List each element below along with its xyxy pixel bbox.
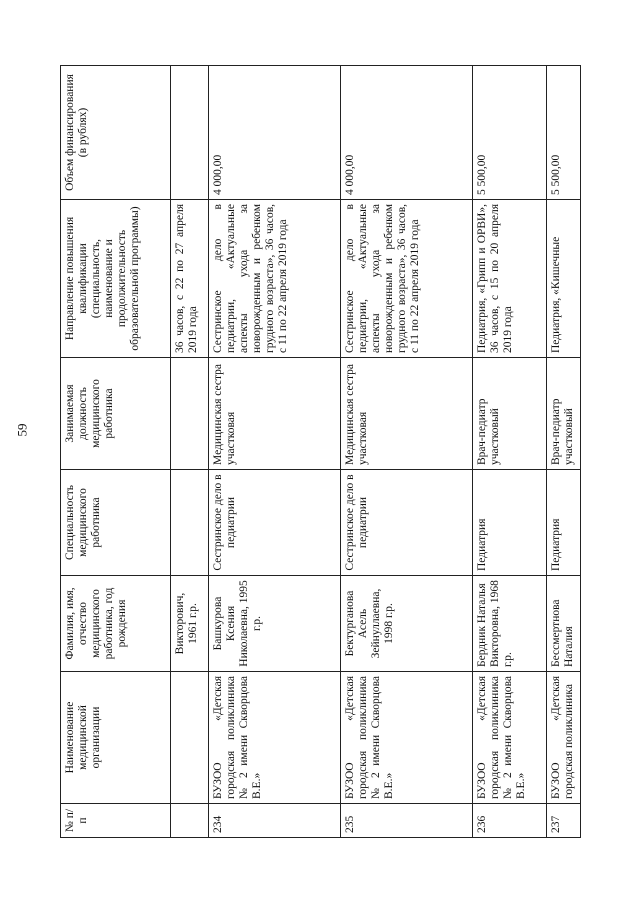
cell-organization: БУЗОО «Детская городская поликлиника [547,672,581,804]
cell-specialty: Педиатрия [473,470,547,576]
page-number: 59 [14,423,30,437]
cell-financing-amount: 4 000,00 [209,66,341,200]
cell-financing-amount: 5 500,00 [473,66,547,200]
cell-position: Врач-педиатр участковый [547,358,581,470]
cell-num: 235 [341,804,473,838]
header-organization: Наименование медицинской организации [61,672,171,804]
header-full-name: Фамилия, имя, отчество медицинского работника, год рождения [61,576,171,672]
header-num: № п/п [61,804,171,838]
cell-financing-amount [171,66,209,200]
cell-training-direction: Сестринское дело в педиатрии, «Актуальные аспекты ухода за новорожденным и ребенком грудного возраста», 36 часов, с 11 по 22 апреля 2019 года [341,200,473,358]
financing-table-sheet [60,66,580,838]
cell-financing-amount: 5 500,00 [547,66,581,200]
cell-organization: БУЗОО «Детская городская поликлиника № 2 имени Скворцова В.Е.» [341,672,473,804]
cell-training-direction: 36 часов, с 22 по 27 апреля 2019 года [171,200,209,358]
table-row [209,66,341,838]
cell-num: 234 [209,804,341,838]
table-row [341,66,473,838]
cell-position: Врач-педиатр участковый [473,358,547,470]
cell-full-name: Бектурганова Асель Зейнуллаевна, 1998 г.р. [341,576,473,672]
cell-financing-amount: 4 000,00 [341,66,473,200]
financing-table [60,65,581,838]
header-training-direction: Направление повышения квалификации (специальность, наименование и продолжительность образовательной программы) [61,200,171,358]
cell-specialty: Сестринское дело в педиатрии [209,470,341,576]
cell-organization: БУЗОО «Детская городская поликлиника № 2 имени Скворцова В.Е.» [473,672,547,804]
cell-specialty [171,470,209,576]
header-specialty: Специальность медицинского работника [61,470,171,576]
header-row [61,66,171,838]
header-position: Занимаемая должность медицинского работника [61,358,171,470]
cell-num: 237 [547,804,581,838]
cell-organization [171,672,209,804]
table-row [547,66,581,838]
cell-position: Медицинская сестра участковая [341,358,473,470]
cell-full-name: Бердник Наталья Викторовна, 1968 г.р. [473,576,547,672]
cell-full-name: Викторович, 1961 г.р. [171,576,209,672]
cell-specialty: Педиатрия [547,470,581,576]
cell-num [171,804,209,838]
cell-training-direction: Сестринское дело в педиатрии, «Актуальные аспекты ухода за новорожденным и ребенком грудного возраста», 36 часов, с 11 по 22 апреля 2019 года [209,200,341,358]
cell-num: 236 [473,804,547,838]
table-row [473,66,547,838]
cell-training-direction: Педиатрия, «Кишечные [547,200,581,358]
cell-position [171,358,209,470]
header-financing-amount: Объем финансирования (в рублях) [61,66,171,200]
cell-full-name: Башкурова Ксения Николаевна, 1995 г.р. [209,576,341,672]
cell-full-name: Бессмертнова Наталия [547,576,581,672]
cell-position: Медицинская сестра участковая [209,358,341,470]
cell-specialty: Сестринское дело в педиатрии [341,470,473,576]
cell-training-direction: Педиатрия, «Грипп и ОРВИ», 36 часов, с 15 по 20 апреля 2019 года [473,200,547,358]
cell-organization: БУЗОО «Детская городская поликлиника № 2 имени Скворцова В.Е.» [209,672,341,804]
table-row [171,66,209,838]
